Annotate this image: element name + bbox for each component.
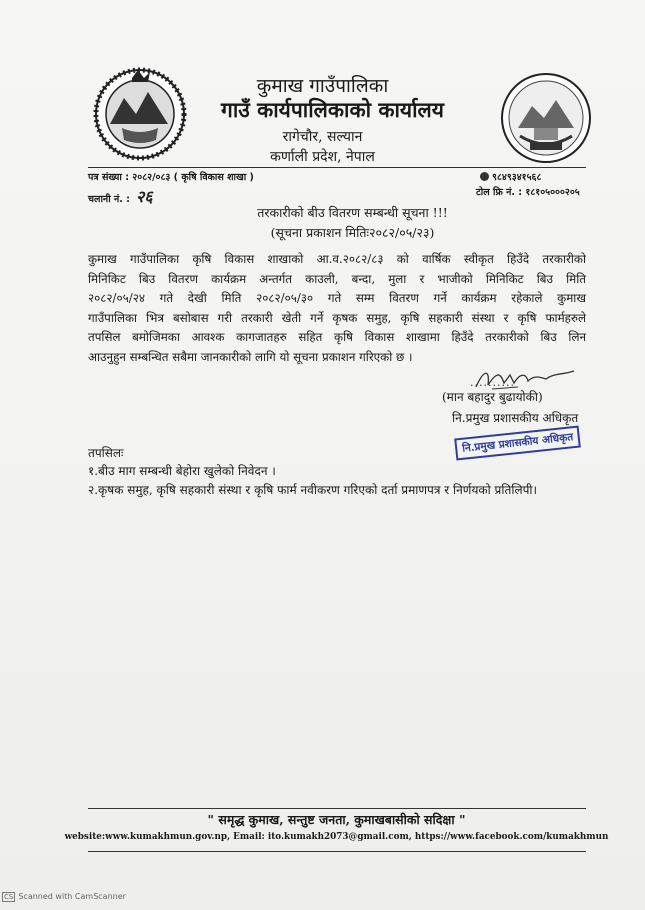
body-line: गाउँपालिका भित्र बसोबास गरी तरकारी खेती गर्ने कृषक समुह, कृषि सहकारी संस्था र कृषि फार्महरुले — [88, 310, 586, 325]
details-item: १.बीउ माग सम्बन्धी बेहोरा खुलेको निवेदन । — [88, 464, 276, 478]
footer-contact: website:www.kumakhmun.gov.np, Email: ito.kumakh2073@gmail.com, https://www.facebook.com/kumakhmun — [64, 832, 609, 842]
camscanner-icon: CS — [4, 893, 14, 901]
province-line: कर्णाली प्रदेश, नेपाल — [270, 149, 375, 165]
phone-value: ९८४९३४१५६८ — [492, 172, 542, 183]
phone-icon — [480, 172, 489, 181]
notice-body — [88, 250, 586, 368]
signatory-name: (मान बहादुर बुढायोकी) — [442, 390, 543, 404]
letter-number: पत्र संख्या : २०८२/०८३ ( कृषि विकास शाखा ) — [88, 172, 254, 183]
footer-motto: " समृद्ध कुमाख, सन्तुष्ट जनता, कुमाखबासीको सदिक्षा " — [207, 812, 466, 827]
official-stamp: नि.प्रमुख प्रशासकीय अधिकृत — [454, 426, 581, 461]
dispatch-handwritten-value: २६ — [135, 187, 153, 206]
office-name: गाउँ कार्यपालिकाको कार्यालय — [221, 97, 444, 122]
municipality-name: कुमाख गाउँपालिका — [256, 75, 389, 97]
phone-number — [480, 170, 541, 183]
footer-divider-bottom — [88, 851, 586, 852]
signature-dots: .......... — [470, 376, 515, 389]
dispatch-label: चलानी नं. : — [88, 194, 130, 205]
header-divider — [88, 167, 586, 168]
address-line: रागेचौर, सल्यान — [282, 129, 363, 145]
body-line: तपसिल बमोजिमका आवश्क कागजातहरु सहित कृषि विकास शाखामा हिउँदे तरकारीको बिउ लिन — [88, 330, 586, 345]
details-heading: तपसिलः — [88, 446, 124, 460]
details-item: २.कृषक समुह, कृषि सहकारी संस्था र कृषि फार्म नवीकरण गरिएको दर्ता प्रमाणपत्र र निर्णयको प्रतिलिपी। — [88, 483, 538, 497]
body-line: मिनिकिट बिउ वितरण कार्यक्रम अन्तर्गत काउली, बन्दा, मुला र भाजीको मिनिकिट बिउ मिति — [88, 271, 586, 286]
body-line: २०८२/०५/२४ गते देखी मिति २०८२/०५/३० गते सम्म वितरण गर्ने कार्यक्रम रहेकाले कुमाख — [88, 291, 586, 306]
scanner-text: Scanned with CamScanner — [18, 892, 126, 901]
notice-date: (सूचना प्रकाशन मितिः२०८२/०५/२३) — [270, 225, 435, 240]
notice-title: तरकारीको बीउ वितरण सम्बन्धी सूचना !!! — [257, 205, 448, 220]
body-line: कुमाख गाउँपालिका कृषि विकास शाखाको आ.व.२०८२/८३ को वार्षिक स्वीकृत हिउँदे तरकारीको — [88, 252, 586, 266]
signatory-title: नि.प्रमुख प्रशासकीय अधिकृत — [452, 411, 579, 425]
scanner-watermark — [2, 892, 126, 902]
footer-divider-top — [88, 808, 586, 809]
body-line: आउनुहुन सम्बन्धित सबैमा जानकारीको लागि यो सूचना प्रकाशन गरिएको छ । — [88, 349, 413, 364]
toll-free-number: टोल फ्रि नं. : १८१०५०००२०५ — [476, 187, 580, 198]
